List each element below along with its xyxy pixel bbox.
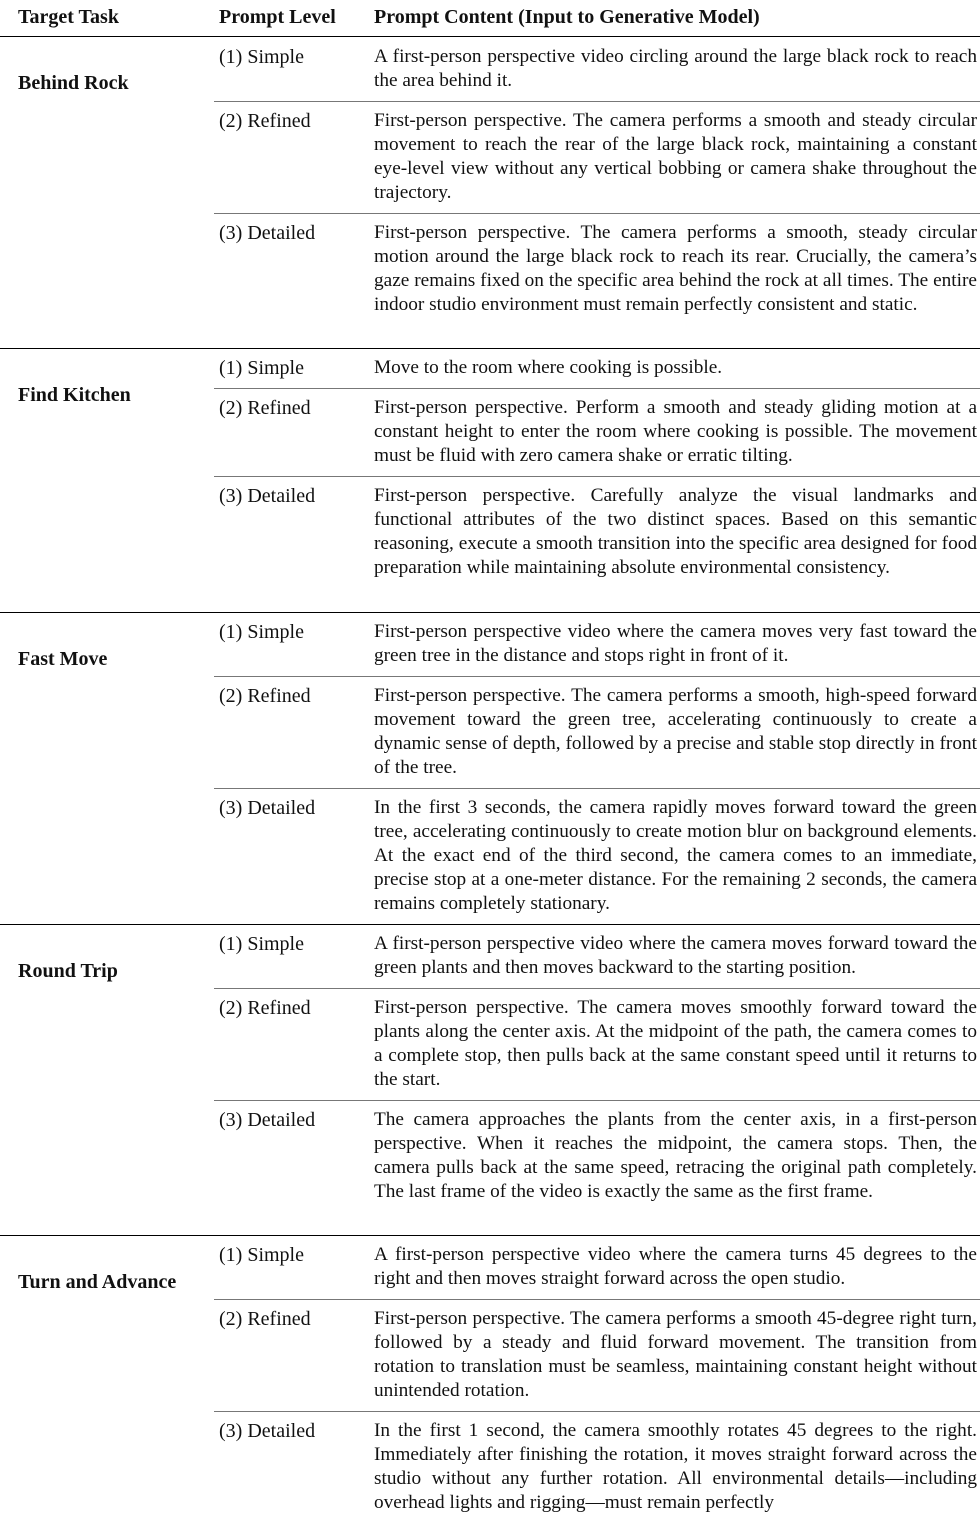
table-header (0, 0, 980, 37)
table-row (214, 388, 980, 477)
prompt-content: A first-person perspective video where the camera turns 45 degrees to the right and then moves straight forward across the open studio. (374, 1244, 977, 1289)
target-task-label: Turn and Advance (18, 1271, 177, 1293)
prompt-content: A first-person perspective video circling around the large black rock to reach the area behind it. (374, 46, 977, 91)
prompt-content: First-person perspective. The camera performs a smooth 45-degree right turn, followed by a steady and fluid forward movement. The transition from rotation to translation must be seamless, maintaining constant height without unintended rotation. (374, 1308, 977, 1401)
prompt-level: (2) Refined (219, 685, 311, 707)
prompt-level: (1) Simple (219, 1244, 304, 1266)
task-group (0, 37, 980, 349)
header-prompt-content: Prompt Content (Input to Generative Model) (374, 6, 760, 28)
prompt-content: First-person perspective. The camera moves smoothly forward toward the plants along the center axis. At the midpoint of the path, the camera comes to a complete stop, then pulls back at the same constant speed until it returns to the start. (374, 997, 977, 1090)
prompt-content: In the first 3 seconds, the camera rapidly moves forward toward the green tree, accelerating continuously to create motion blur on background elements. At the exact end of the third second, the camera comes to an immediate, precise stop at a one-meter distance. For the remaining 2 seconds, the camera remains completely stationary. (374, 797, 977, 914)
prompt-content: A first-person perspective video where the camera moves forward toward the green plants and then moves backward to the starting position. (374, 933, 977, 978)
prompt-level: (3) Detailed (219, 797, 316, 819)
prompt-level: (1) Simple (219, 46, 304, 68)
prompt-level: (1) Simple (219, 357, 304, 379)
table-row (214, 476, 980, 612)
task-group (0, 612, 980, 925)
header-prompt-level: Prompt Level (219, 6, 336, 28)
table-row (214, 1299, 980, 1412)
task-group (0, 348, 980, 613)
prompt-level: (1) Simple (219, 621, 304, 643)
prompt-content: First-person perspective. Perform a smooth and steady gliding motion at a constant height to enter the room where cooking is possible. The movement must be fluid with zero camera shake or erratic tilting. (374, 397, 977, 466)
task-group (0, 1235, 980, 1525)
prompt-level: (1) Simple (219, 933, 304, 955)
prompt-content: First-person perspective. The camera performs a smooth, high-speed forward movement toward the green tree, accelerating continuously to create a dynamic sense of depth, followed by a precise and stable stop directly in front of the tree. (374, 685, 977, 778)
table-row (214, 1100, 980, 1235)
table-row (214, 213, 980, 348)
prompt-content: In the first 1 second, the camera smoothly rotates 45 degrees to the right. Immediately after finishing the rotation, it moves straight forward across the studio without any further rotation. All environmental details—including overhead lights and rigging—must remain perfectly (374, 1420, 977, 1513)
table-row (214, 37, 980, 102)
prompt-level: (3) Detailed (219, 485, 316, 507)
table-row (214, 612, 980, 677)
prompt-content: First-person perspective. Carefully analyze the visual landmarks and functional attributes of the two distinct spaces. Based on this semantic reasoning, execute a smooth transition into the specific area designed for food preparation while maintaining absolute environmental consistency. (374, 485, 977, 578)
prompt-level: (2) Refined (219, 110, 311, 132)
table-row (214, 101, 980, 214)
table-row (214, 988, 980, 1101)
table-row (214, 924, 980, 989)
target-task-label: Round Trip (18, 960, 118, 982)
prompt-content: First-person perspective video where the camera moves very fast toward the green tree in the distance and stops right in front of it. (374, 621, 977, 666)
target-task-label: Find Kitchen (18, 384, 131, 406)
prompt-level: (2) Refined (219, 397, 311, 419)
prompt-content: The camera approaches the plants from the center axis, in a first-person perspective. When it reaches the midpoint, the camera stops. Then, the camera pulls back at the same speed, retracing the original path completely. The last frame of the video is exactly the same as the first frame. (374, 1109, 977, 1202)
prompt-level: (3) Detailed (219, 222, 316, 244)
prompt-level: (2) Refined (219, 997, 311, 1019)
table-row (214, 348, 980, 389)
table-row (214, 676, 980, 789)
target-task-label: Behind Rock (18, 72, 129, 94)
prompt-level: (3) Detailed (219, 1109, 316, 1131)
table-row (214, 788, 980, 924)
prompt-content: First-person perspective. The camera performs a smooth, steady circular motion around the large black rock to reach its rear. Crucially, the camera’s gaze remains fixed on the specific area behind the rock at all times. The entire indoor studio environment must remain perfectly consistent and static. (374, 222, 977, 315)
prompt-level: (3) Detailed (219, 1420, 316, 1442)
table-row (214, 1411, 980, 1525)
target-task-label: Fast Move (18, 648, 108, 670)
task-group (0, 924, 980, 1236)
table-row (214, 1235, 980, 1300)
header-target-task: Target Task (18, 6, 119, 28)
prompt-content: First-person perspective. The camera performs a smooth and steady circular movement to reach the rear of the large black rock, maintaining a constant eye-level view without any vertical bobbing or camera shake throughout the trajectory. (374, 110, 977, 203)
prompt-content: Move to the room where cooking is possible. (374, 357, 723, 378)
prompt-level: (2) Refined (219, 1308, 311, 1330)
